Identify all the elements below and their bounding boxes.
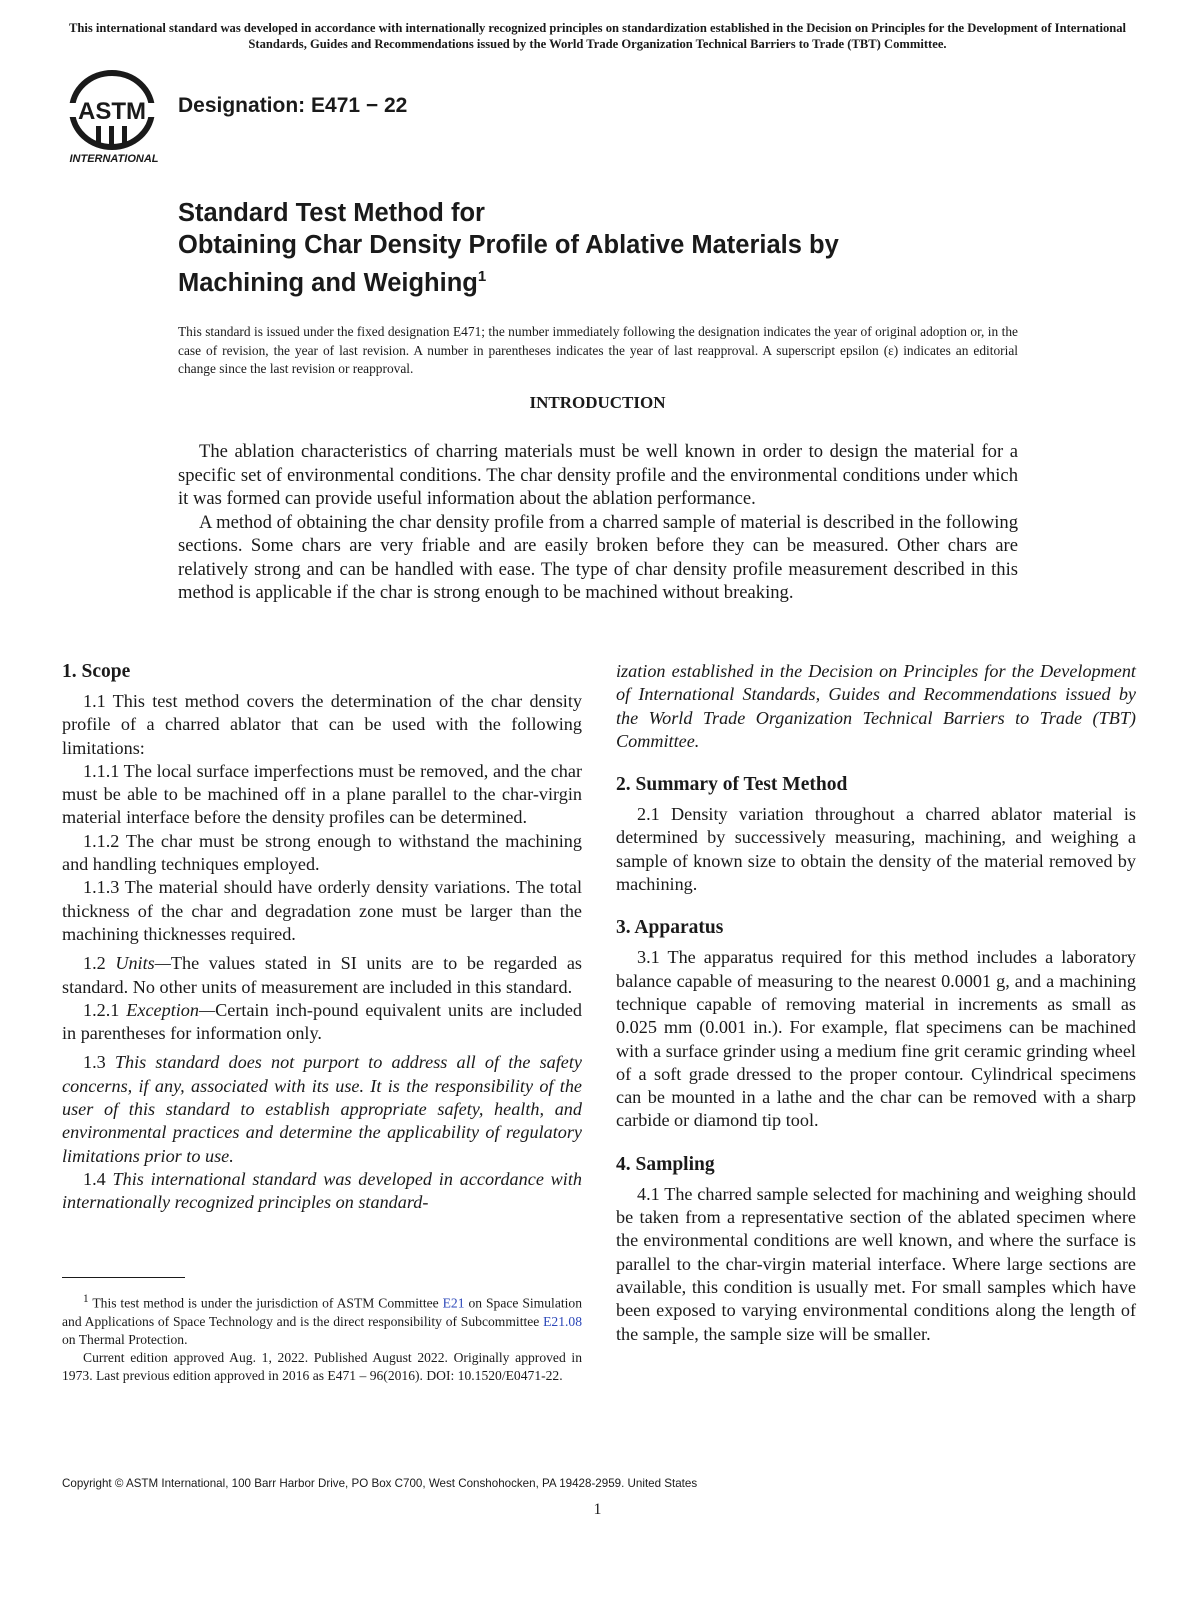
paragraph-1-3 bbox=[62, 1051, 582, 1167]
emphasis-exception: Exception— bbox=[126, 999, 216, 1020]
footnote-jurisdiction bbox=[62, 1290, 582, 1349]
paragraph-number: 1.2 bbox=[83, 953, 106, 974]
emphasis-units: Units— bbox=[115, 953, 171, 974]
introduction-paragraph: The ablation characteristics of charring materials must be well known in order to design the material for a specific set of environmental conditions. The char density profile and the environmental conditions under which it was formed can provide useful information about the ablation performance. bbox=[178, 441, 1018, 509]
standardization-notice: This international standard was developed in accordance with internationally recognized principles on standardization established in the Decision on Principles for the Development of International Standards, Guides and Recommendations issued by the World Trade Organization Technical Barriers to Trade (TBT) Committee. bbox=[68, 21, 1127, 51]
paragraph-1-1-3: 1.1.3 The material should have orderly density variations. The total thickness of the char and degradation zone must be larger than the machining thicknesses required. bbox=[62, 877, 582, 944]
paragraph-1-2 bbox=[62, 952, 582, 999]
paragraph-number: 1.4 bbox=[83, 1168, 106, 1189]
section-heading-sampling: 4. Sampling bbox=[616, 1153, 715, 1175]
footnote-text: on Space Simulation and Applications of Space Technology and is the direct responsibility of Subcommittee bbox=[62, 1295, 583, 1329]
footnote-mark: 1 bbox=[83, 1293, 89, 1305]
section-heading-scope: 1. Scope bbox=[62, 661, 131, 682]
paragraph-4-1: 4.1 The charred sample selected for machining and weighing should be taken from a representative section of the ablated specimen where the environmental conditions are well known, and where the surface is parallel to the char-virgin material interface. Where large sections are available, this condition is usually met. For small samples which have been exposed to varying environmental conditions along the length of the sample, the sample size will be smaller. bbox=[616, 1183, 1136, 1344]
page-number: 1 bbox=[593, 1501, 602, 1518]
committee-link[interactable]: E21 bbox=[442, 1295, 465, 1311]
footnote-divider bbox=[62, 1277, 185, 1278]
paragraph-1-1-1: 1.1.1 The local surface imperfections must be removed, and the char must be able to be machined off in a plane parallel to the char-virgin material interface before the density profiles can be determined. bbox=[62, 760, 582, 828]
logo-letters: ASTM bbox=[78, 98, 146, 125]
paragraph-text: Certain inch-pound equivalent units are included in parentheses for information only. bbox=[62, 999, 582, 1044]
paragraph-1-1-2: 1.1.2 The char must be strong enough to withstand the machining and handling techniques employed. bbox=[62, 830, 582, 875]
astm-logo bbox=[62, 70, 166, 166]
document-title bbox=[178, 198, 1038, 300]
left-column bbox=[62, 660, 582, 1215]
footnote-text: on Thermal Protection. bbox=[62, 1331, 188, 1347]
title-line-3: Machining and Weighing bbox=[178, 269, 478, 297]
title-footnote-mark: 1 bbox=[477, 268, 487, 285]
issued-note: This standard is issued under the fixed designation E471; the number immediately following the designation indicates the year of original adoption or, in the case of revision, the year of last revision. A number in parentheses indicates the year of last reapproval. A superscript epsilon (ε) indicates an editorial change since the last revision or reapproval. bbox=[178, 324, 1018, 376]
introduction-body bbox=[178, 440, 1018, 605]
right-column bbox=[616, 660, 1136, 1346]
paragraph-text: This international standard was developed in accordance with internationally recognized principles on standard- bbox=[62, 1168, 583, 1213]
paragraph-text: The values stated in SI units are to be regarded as standard. No other units of measurement are included in this standard. bbox=[62, 953, 582, 997]
designation: Designation: E471 − 22 bbox=[178, 94, 408, 117]
footnote-edition: Current edition approved Aug. 1, 2022. Published August 2022. Originally approved in 1973. Last previous edition approved in 2016 as E471 – 96(2016). DOI: 10.1520/E0471-22. bbox=[62, 1349, 582, 1383]
paragraph-1-4 bbox=[62, 1168, 582, 1215]
section-heading-apparatus: 3. Apparatus bbox=[616, 917, 724, 939]
footnote-text: This test method is under the jurisdiction of ASTM Committee bbox=[92, 1295, 439, 1311]
paragraph-2-1: 2.1 Density variation throughout a charred ablator material is determined by successively measuring, machining, and weighing a sample of known size to obtain the density of the material removed by machining. bbox=[616, 804, 1136, 895]
paragraph-1-1: 1.1 This test method covers the determination of the char density profile of a charred ablator that can be used with the following limitations: bbox=[62, 691, 582, 758]
section-heading-summary: 2. Summary of Test Method bbox=[616, 774, 848, 796]
paragraph-1-4-continued: ization established in the Decision on Principles for the Development of International Standards, Guides and Recommendations issued by the World Trade Organization Technical Barriers to Trade (TBT) Committee. bbox=[616, 661, 1136, 751]
copyright: Copyright © ASTM International, 100 Barr Harbor Drive, PO Box C700, West Conshohocken, PA 19428-2959. United States bbox=[62, 1477, 698, 1490]
introduction-paragraph: A method of obtaining the char density profile from a charred sample of material is described in the following sections. Some chars are very friable and are easily broken before they can be measured. Other chars are relatively strong and can be handled with ease. The type of char density profile measurement described in this method is applicable if the char is strong enough to be machined without breaking. bbox=[178, 511, 1018, 603]
introduction-heading: INTRODUCTION bbox=[529, 393, 666, 412]
paragraph-1-2-1 bbox=[62, 999, 582, 1046]
subcommittee-link[interactable]: E21.08 bbox=[543, 1313, 582, 1329]
logo-international: INTERNATIONAL bbox=[69, 153, 159, 165]
footnote bbox=[62, 1290, 582, 1385]
paragraph-number: 1.3 bbox=[83, 1052, 106, 1073]
title-line-2: Obtaining Char Density Profile of Ablative Materials by bbox=[178, 230, 839, 259]
paragraph-number: 1.2.1 bbox=[83, 999, 120, 1020]
title-line-1: Standard Test Method for bbox=[178, 199, 485, 227]
paragraph-3-1: 3.1 The apparatus required for this method includes a laboratory balance capable of measuring to the nearest 0.0001 g, and a machining technique capable of removing material in increments as small as 0.025 mm (0.001 in.). For example, flat specimens can be machined with a surface grinder using a medium fine grit ceramic grinding wheel of a soft grade dressed to the proper contour. Cylindrical specimens can be mounted in a lathe and the char can be removed with a sharp carbide or diamond tip tool. bbox=[616, 947, 1136, 1131]
paragraph-text: This standard does not purport to address all of the safety concerns, if any, associated with its use. It is the responsibility of the user of this standard to establish appropriate safety, health, and environmental practices and determine the applicability of regulatory limitations prior to use. bbox=[62, 1052, 582, 1166]
